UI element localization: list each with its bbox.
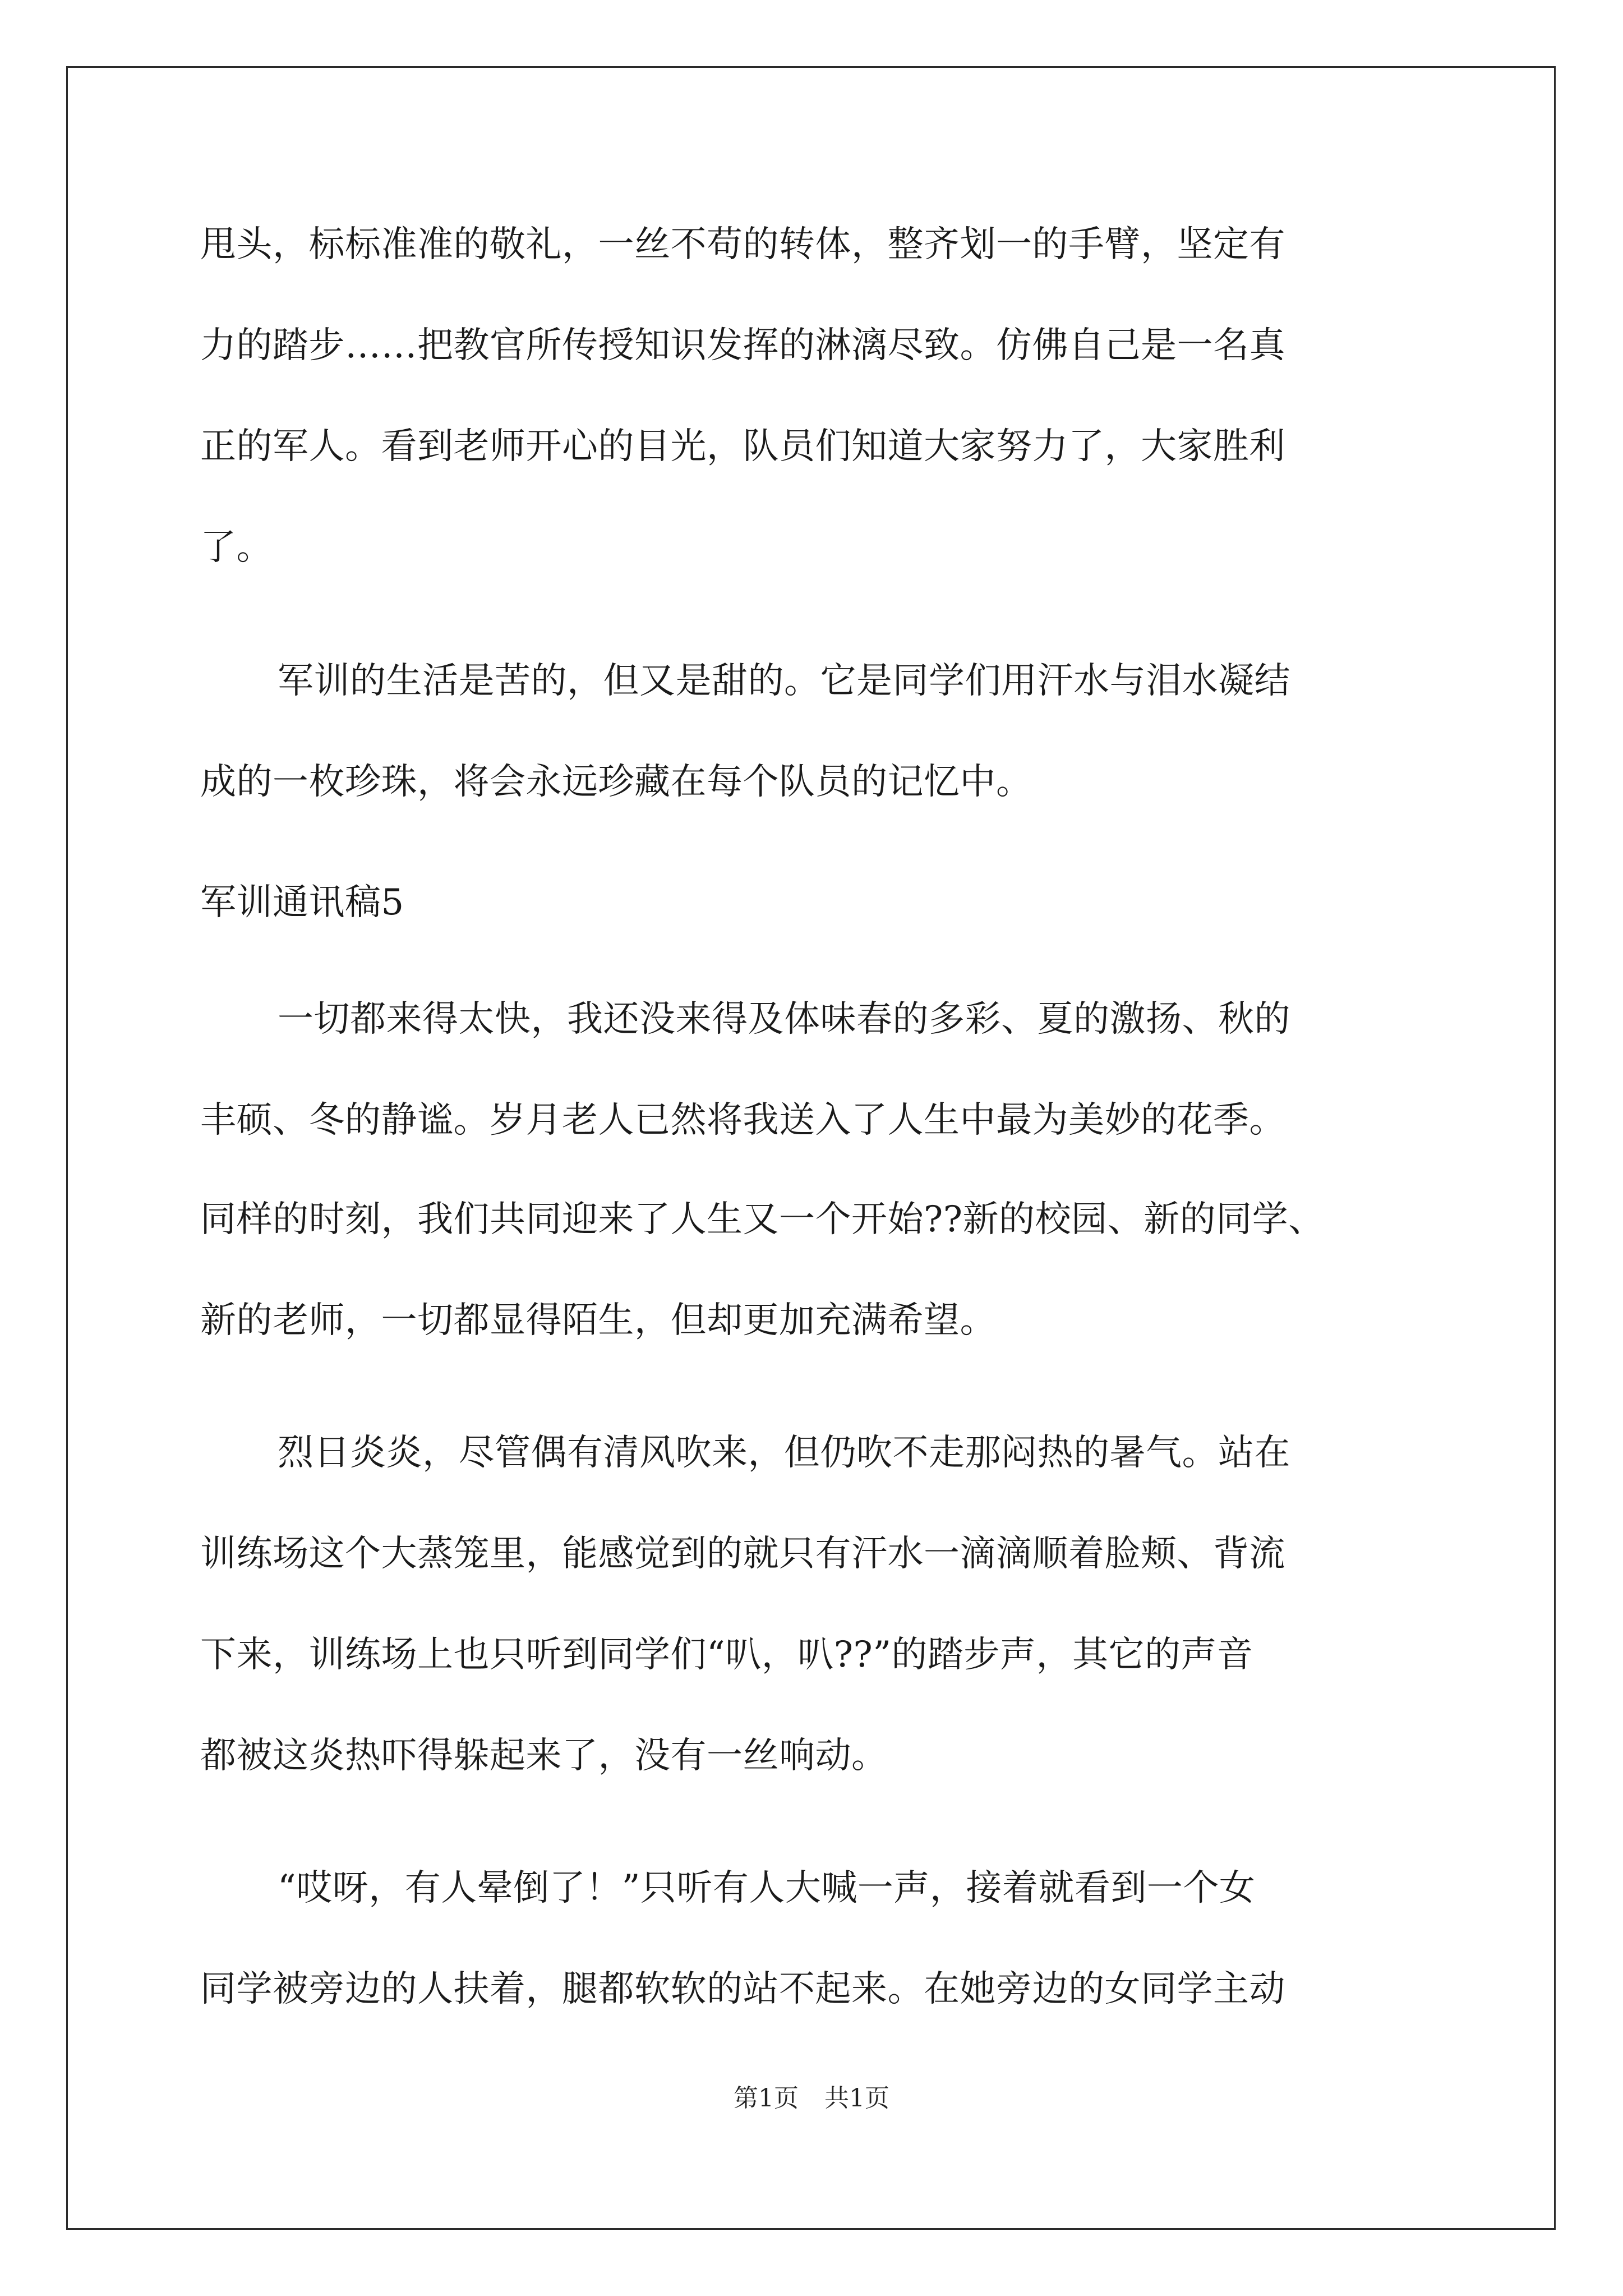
text-line: 新的老师，一切都显得陌生，但却更加充满希望。 — [200, 1300, 996, 1341]
paragraph-first-line: 烈日炎炎，尽管偶有清风吹来，但仍吹不走那闷热的暑气。站在 — [278, 1432, 1290, 1474]
page-number: 第1页 — [734, 2084, 799, 2113]
text-line: 正的军人。看到老师开心的目光，队员们知道大家努力了，大家胜利 — [200, 426, 1285, 467]
paragraph-first-line: 军训的生活是苦的，但又是甜的。它是同学们用汗水与泪水凝结 — [278, 660, 1290, 702]
page-total: 共1页 — [824, 2084, 889, 2113]
text-line: 同学被旁边的人扶着，腿都软软的站不起来。在她旁边的女同学主动 — [200, 1968, 1285, 2010]
text-line: 成的一枚珍珠，将会永远珍藏在每个队员的记忆中。 — [200, 761, 1032, 803]
paragraph-first-line: 一切都来得太快，我还没来得及体味春的多彩、夏的激扬、秋的 — [278, 999, 1290, 1040]
text-line: 都被这炎热吓得躲起来了，没有一丝响动。 — [200, 1735, 888, 1777]
text-line: 下来，训练场上也只听到同学们“叭，叭??”的踏步声，其它的声音 — [200, 1634, 1253, 1676]
text-line: 甩头，标标准准的敬礼，一丝不苟的转体，整齐划一的手臂，坚定有 — [200, 224, 1285, 265]
paragraph-first-line: “哎呀，有人晕倒了！”只听有人大喊一声，接着就看到一个女 — [278, 1867, 1256, 1909]
text-line: 了。 — [200, 527, 273, 568]
page-footer — [0, 2082, 1623, 2115]
text-line: 丰硕、冬的静谧。岁月老人已然将我送入了人生中最为美妙的花季。 — [200, 1099, 1285, 1141]
section-heading: 军训通讯稿5 — [200, 882, 404, 923]
text-line: 训练场这个大蒸笼里，能感觉到的就只有汗水一滴滴顺着脸颊、背流 — [200, 1533, 1285, 1575]
text-line: 同样的时刻，我们共同迎来了人生又一个开始??新的校园、新的同学、 — [200, 1199, 1325, 1240]
text-line: 力的踏步……把教官所传授知识发挥的淋漓尽致。仿佛自己是一名真 — [200, 325, 1285, 366]
